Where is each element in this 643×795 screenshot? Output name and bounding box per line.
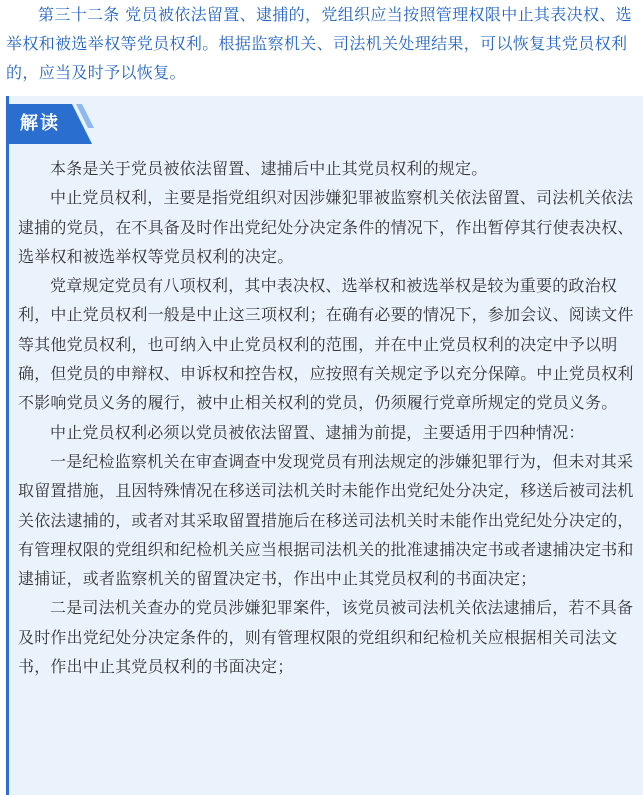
paragraph: 本条是关于党员被依法留置、逮捕后中止其党员权利的规定。 <box>50 159 488 178</box>
interpretation-tag-label: 解读 <box>20 113 60 134</box>
paragraph: 党章规定党员有八项权利，其中表决权、选举权和被选举权是较为重要的政治权利，中止党员权利一般是中止这三项权利；在确有必要的情况下，参加会议、阅读文件等其他党员权利，也可纳入中止党员权利的范围，并在中止党员权利的决定中予以明确，但党员的申辩权、申诉权和控告权，应按照有关规定予以充分保障。中止党员权利不影响党员义务的履行，被中止相关权利的党员，仍须履行党章所规定的党员义务。 <box>18 276 634 413</box>
article-text: 第三十二条 党员被依法留置、逮捕的，党组织应当按照管理权限中止其表决权、选举权和被选举权等党员权利。根据监察机关、司法机关处理结果，可以恢复其党员权利的，应当及时予以恢复。 <box>6 5 633 82</box>
interpretation-panel <box>6 96 643 795</box>
interpretation-body <box>18 154 643 681</box>
paragraph: 中止党员权利，主要是指党组织对因涉嫌犯罪被监察机关依法留置、司法机关依法逮捕的党员，在不具备及时作出党纪处分决定条件的情况下，作出暂停其行使表决权、选举权和被选举权等党员权利的决定。 <box>18 188 634 266</box>
interpretation-tag <box>6 104 94 144</box>
paragraph: 二是司法机关查办的党员涉嫌犯罪案件，该党员被司法机关依法逮捕后，若不具备及时作出党纪处分决定条件的，则有管理权限的党组织和纪检机关应根据相关司法文书，作出中止其党员权利的书面决定； <box>18 598 634 677</box>
paragraph: 一是纪检监察机关在审查调查中发现党员有刑法规定的涉嫌犯罪行为，但未对其采取留置措施，且因特殊情况在移送司法机关时未能作出党纪处分决定，移送后被司法机关依法逮捕的，或者对其采取留置措施后在移送司法机关时未能作出党纪处分决定的，有管理权限的党组织和纪检机关应当根据司法机关的批准逮捕决定书或者逮捕决定书和逮捕证，或者监察机关的留置决定书，作出中止其党员权利的书面决定； <box>18 451 634 589</box>
panel-accent-bar <box>6 96 9 795</box>
paragraph: 中止党员权利必须以党员被依法留置、逮捕为前提，主要适用于四种情况： <box>50 422 585 442</box>
